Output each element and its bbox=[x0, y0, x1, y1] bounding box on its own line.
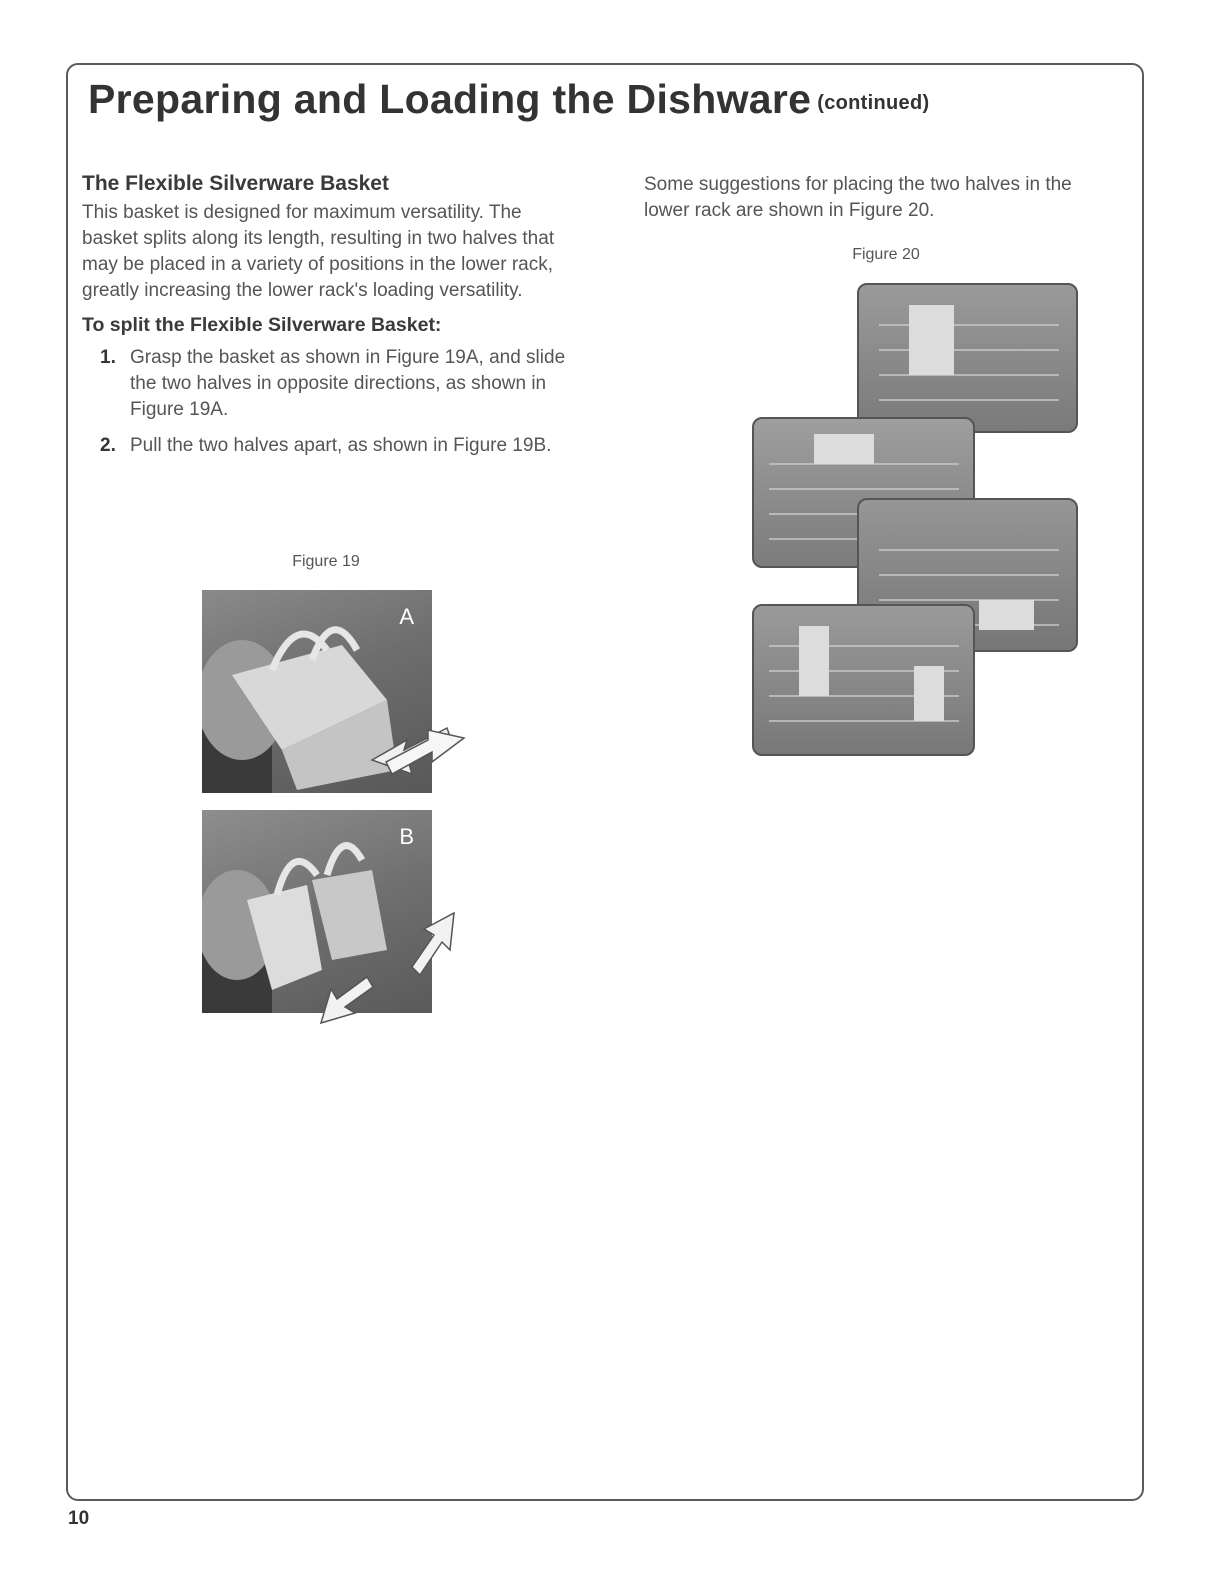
photo-label-b: B bbox=[399, 824, 414, 849]
page-number: 10 bbox=[68, 1508, 90, 1529]
arrow-up-right-icon bbox=[410, 905, 460, 980]
step-number: 1. bbox=[100, 347, 116, 368]
intro-paragraph: This basket is designed for maximum versatility. The basket splits along its length, resulting in two halves that may be placed in a variety of positions in the lower rack, greatly increasing the lower rack's loading versatility. bbox=[82, 202, 555, 301]
rack-lines bbox=[754, 606, 973, 754]
step-number: 2. bbox=[100, 435, 116, 456]
arrow-down-left-icon bbox=[315, 975, 377, 1030]
page-title: Preparing and Loading the Dishware (continued) bbox=[88, 76, 930, 122]
section-heading: The Flexible Silverware Basket bbox=[82, 172, 389, 195]
step-item bbox=[82, 345, 582, 423]
steps-list bbox=[82, 345, 582, 459]
right-column bbox=[644, 172, 1114, 224]
figure-19-caption: Figure 19 bbox=[292, 553, 360, 570]
procedure-heading: To split the Flexible Silverware Basket: bbox=[82, 314, 442, 336]
photo-label-a: A bbox=[399, 604, 414, 629]
figure-20-photo-1 bbox=[857, 283, 1078, 433]
placement-paragraph: Some suggestions for placing the two halves in the lower rack are shown in Figure 20. bbox=[644, 174, 1072, 221]
rack-lines bbox=[859, 285, 1076, 431]
step-item bbox=[82, 433, 582, 459]
figure-20-caption: Figure 20 bbox=[852, 246, 920, 263]
left-column bbox=[82, 172, 582, 469]
title-continued: (continued) bbox=[817, 92, 930, 114]
step-text: Pull the two halves apart, as shown in Figure 19B. bbox=[130, 435, 552, 456]
arrows-opposite-icon bbox=[352, 690, 470, 800]
figure-20-photo-4 bbox=[752, 604, 975, 756]
step-text: Grasp the basket as shown in Figure 19A, and slide the two halves in opposite directions, as shown in Figure 19A. bbox=[130, 347, 566, 420]
